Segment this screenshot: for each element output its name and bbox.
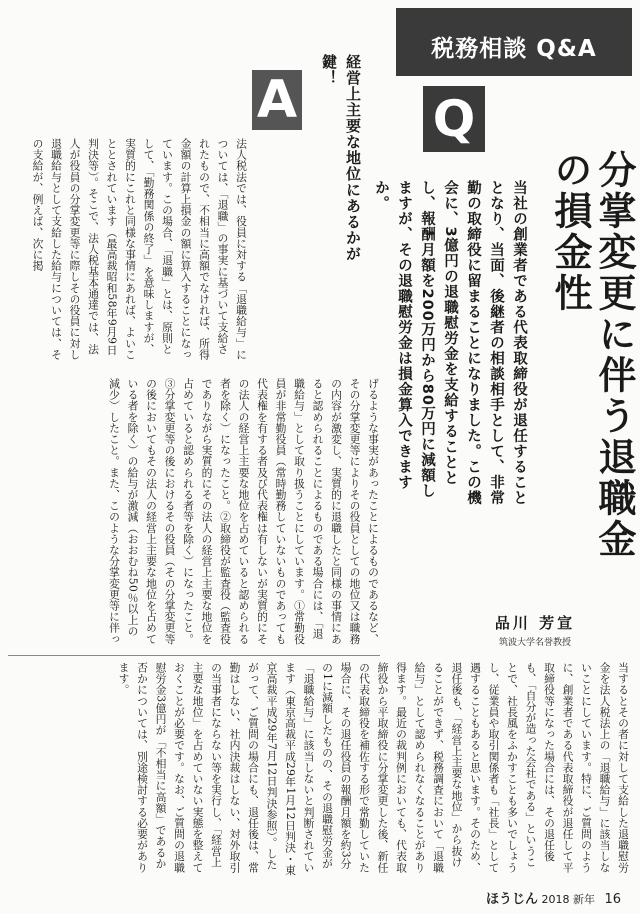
magazine-logo: ほうじん	[486, 892, 539, 907]
column-header	[396, 8, 632, 76]
answer-heading: 経営上主要な地位にあるかが鍵！	[320, 54, 362, 262]
answer-column-1: 法人税法では、役員に対する「退職給与」については、「退職」の事実に基づいて支給されたもので、不相当に高額でなければ、所得金額の計算上損金の額に算入することになっています。この場合、「退職」とは、原則として、「勤務関係の終了」を意味しますが、実質的にこれと同様な事情にあれば、よいこととされています（最高裁昭和58年9月9日判決等）。そこで、法人税基本通達では、法人が役員の分掌変更等に際しその役員に対し退職給与として支給した給与については、その支給が、例えば、次に掲	[31, 138, 248, 360]
page-footer	[486, 888, 621, 907]
issue-label: 2018 新年	[541, 893, 596, 906]
section-divider	[8, 655, 380, 656]
author-name: 品川 芳宣	[494, 614, 576, 632]
article-title: 分掌変更に伴う退職金の損金性	[548, 150, 636, 560]
answer-column-2: げるような事実があったことによるものであるなど、その分掌変更等によりその役員としての地位又は職務の内容が激変し、実質的に退職したと同様の事情にあると認められることによるものである場合には、「退職給与」として取り扱うことにしています。①常勤役員が非常勤役員（常時勤務していないものであっても代表権を有する者及び代表権は有しないが実質的にその法人の経営上主要な地位を占めていると認められる者を除く）になったこと。②取締役が監査役（監査役でありながら実質的にその法人の経営上主要な地位を占めていると認められる者等を除く）になったこと。③分掌変更等の後におけるその役員（その分掌変更等の後においてもその法人の経営上主要な地位を占めている者を除く）の給与が激減（おおむね50％以上の減少）したこと。また、このような分掌変更等に伴っ	[108, 378, 380, 645]
column-title: 税務相談 Q&A	[431, 36, 597, 62]
question-marker: Q	[423, 86, 485, 152]
question-body: 当社の創業者である代表取締役が退任することとなり、当面、後継者の相談相手として、非常勤の取締役に留まることになりました。この機会に、3億円の退職慰労金を支給することとし、報酬月額を200万円から80万円に減額しますが、その退職慰労金は損金算入できますか。	[373, 180, 527, 506]
answer-column-4: 当するとその者に対して支給した退職慰労金を法人税法上の「退職給与」に該当しないことにしています。特に、ご質問のように、創業者である代表取締役が退任して平取締役等になった場合には、その退任後も、「自分が造った会社である」ということで、社長風をふかすことも多いでしょうし、従業員や取引関係者も「社長」として遇することもあると思います。そのため、退任後も、「経営上主要な地位」から抜けることができず、税務調査において「退職給与」として認められなくなることがあり得ます。最近の裁判例においても、代表取締役から平取締役に分掌変更した後、新任の代表取締役を補佐する形で常勤していた場合に、その退任役員の報酬月額を約3分の1に減額したものの、その退職慰労金が「退職給与」に該当しないと判断されています（東京高裁平成29年1月12日判決・東京高裁平成29年7月12日判決参照）。したがって、ご質問の場合にも、退任後は、常勤はしない、社内決裁はしない、対外取引の当事者にならない等を実行し、「経営上主要な地位」を占めていない実態を整えておくことが必要です。なお、ご質問の退職慰労金3億円が「不相当に高額」であるか否かについては、別途検討する必要があります。	[117, 662, 630, 876]
answer-marker: A	[252, 70, 302, 130]
page-number: 16	[604, 892, 622, 907]
author-block	[460, 612, 610, 648]
author-affiliation: 筑波大学名誉教授	[498, 638, 571, 648]
